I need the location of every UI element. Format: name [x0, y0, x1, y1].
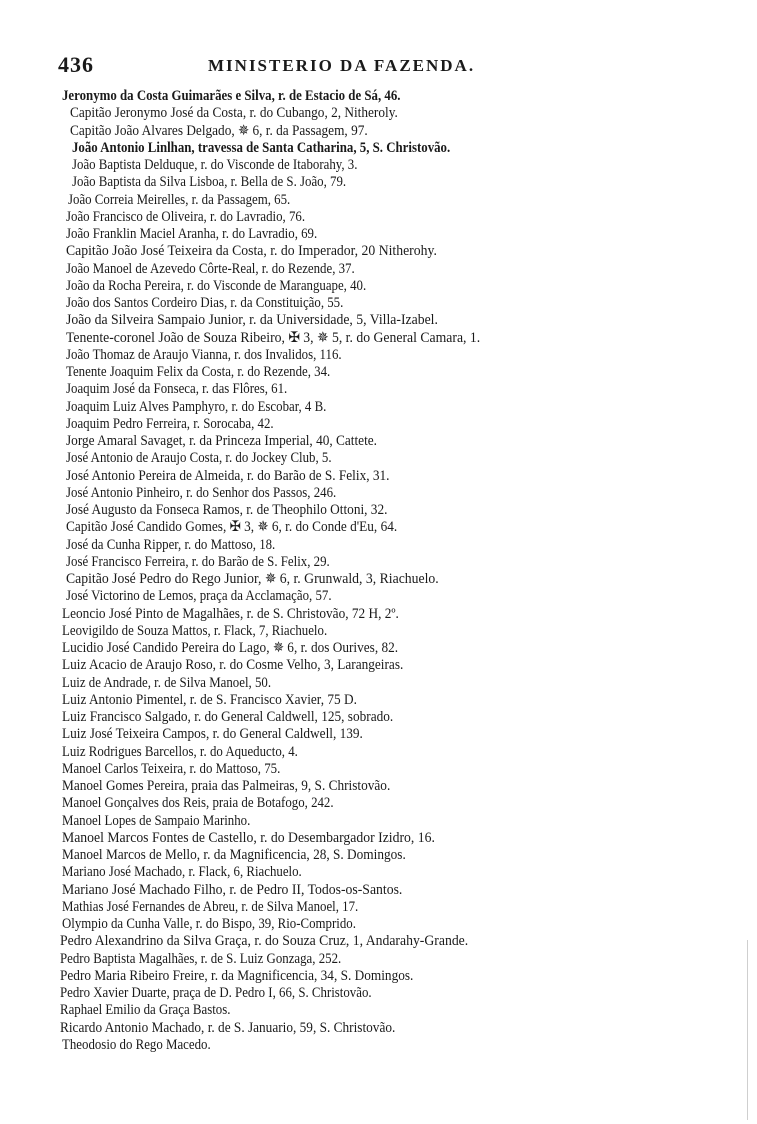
list-entry: Luiz Acacio de Araujo Roso, r. do Cosme Velho, 3, Larangeiras. — [62, 657, 404, 674]
list-entry: Joaquim Luiz Alves Pamphyro, r. do Escobar, 4 B. — [66, 398, 327, 415]
list-entry: Olympio da Cunha Valle, r. do Bispo, 39, Rio-Comprido. — [62, 916, 356, 932]
list-entry: Capitão Jeronymo José da Costa, r. do Cubango, 2, Nitheroly. — [70, 105, 398, 122]
list-entry: Manoel Gomes Pereira, praia das Palmeiras, 9, S. Christovão. — [62, 778, 391, 794]
address-list — [62, 88, 662, 1054]
list-entry: Capitão João Alvares Delgado, ✵ 6, r. da Passagem, 97. — [70, 122, 368, 139]
list-entry: Capitão José Pedro do Rego Junior, ✵ 6, r. Grunwald, 3, Riachuelo. — [66, 571, 439, 587]
list-entry: Ricardo Antonio Machado, r. de S. Januario, 59, S. Christovão. — [60, 1019, 396, 1036]
list-entry: Pedro Alexandrino da Silva Graça, r. do Souza Cruz, 1, Andarahy-Grande. — [60, 933, 469, 950]
list-entry: Manoel Lopes de Sampaio Marinho. — [62, 812, 251, 829]
margin-scan-line — [747, 940, 748, 1120]
list-entry: José Augusto da Fonseca Ramos, r. de Theophilo Ottoni, 32. — [66, 502, 388, 518]
page-header — [58, 52, 546, 80]
list-entry: Jeronymo da Costa Guimarães e Silva, r. de Estacio de Sá, 46. — [62, 88, 401, 104]
list-entry: Jorge Amaral Savaget, r. da Princeza Imperial, 40, Cattete. — [66, 433, 377, 449]
list-entry: João Antonio Linlhan, travessa de Santa Catharina, 5, S. Christovão. — [72, 139, 451, 156]
list-entry: Pedro Maria Ribeiro Freire, r. da Magnificencia, 34, S. Domingos. — [60, 967, 414, 984]
list-entry: Manoel Carlos Teixeira, r. do Mattoso, 75. — [62, 760, 281, 777]
list-entry: Luiz Antonio Pimentel, r. de S. Francisco Xavier, 75 D. — [62, 691, 357, 708]
list-entry: João Thomaz de Araujo Vianna, r. dos Invalidos, 116. — [66, 346, 342, 363]
list-entry: José Antonio de Araujo Costa, r. do Jockey Club, 5. — [66, 450, 332, 467]
list-entry: João Manoel de Azevedo Côrte-Real, r. do Rezende, 37. — [66, 260, 355, 277]
list-entry: Manoel Marcos de Mello, r. da Magnificencia, 28, S. Domingos. — [62, 847, 406, 863]
list-entry: Luiz José Teixeira Campos, r. do General Caldwell, 139. — [62, 726, 363, 743]
list-entry: Raphael Emilio da Graça Bastos. — [60, 1002, 231, 1019]
list-entry: Pedro Baptista Magalhães, r. de S. Luiz Gonzaga, 252. — [60, 950, 342, 967]
list-entry: João da Silveira Sampaio Junior, r. da Universidade, 5, Villa-Izabel. — [66, 312, 438, 329]
list-entry: Manoel Marcos Fontes de Castello, r. do Desembargador Izidro, 16. — [62, 829, 435, 846]
list-entry: José Antonio Pinheiro, r. do Senhor dos Passos, 246. — [66, 484, 337, 501]
list-entry: José da Cunha Ripper, r. do Mattoso, 18. — [66, 536, 276, 553]
list-entry: João Baptista da Silva Lisboa, r. Bella de S. João, 79. — [72, 174, 347, 191]
list-entry: Joaquim Pedro Ferreira, r. Sorocaba, 42. — [66, 415, 274, 432]
list-entry: Lucidio José Candido Pereira do Lago, ✵ 6, r. dos Ourives, 82. — [62, 640, 399, 656]
running-title: MINISTERIO DA FAZENDA. — [208, 56, 476, 75]
list-entry: Capitão José Candido Gomes, ✠ 3, ✵ 6, r. do Conde d'Eu, 64. — [66, 519, 398, 536]
list-entry: Mariano José Machado, r. Flack, 6, Riachuelo. — [62, 864, 302, 881]
list-entry: João Correia Meirelles, r. da Passagem, 65. — [68, 191, 291, 208]
list-entry: Manoel Gonçalves dos Reis, praia de Botafogo, 242. — [62, 795, 334, 812]
list-entry: Joaquim José da Fonseca, r. das Flôres, 61. — [66, 381, 288, 398]
list-entry: João Franklin Maciel Aranha, r. do Lavradio, 69. — [66, 226, 318, 242]
list-entry: Leoncio José Pinto de Magalhães, r. de S. Christovão, 72 H, 2º. — [62, 605, 399, 622]
list-entry: Mariano José Machado Filho, r. de Pedro II, Todos-os-Santos. — [62, 881, 403, 898]
list-entry: João Francisco de Oliveira, r. do Lavradio, 76. — [66, 208, 306, 225]
list-entry: Mathias José Fernandes de Abreu, r. de Silva Manoel, 17. — [62, 898, 359, 915]
list-entry: João Baptista Delduque, r. do Visconde de Itaborahy, 3. — [72, 157, 358, 173]
list-entry: José Francisco Ferreira, r. do Barão de S. Felix, 29. — [66, 553, 330, 570]
list-entry: Pedro Xavier Duarte, praça de D. Pedro I, 66, S. Christovão. — [60, 985, 372, 1001]
page-number: 436 — [58, 52, 94, 77]
list-entry: José Antonio Pereira de Almeida, r. do Barão de S. Felix, 31. — [66, 467, 390, 484]
list-entry: Luiz Francisco Salgado, r. do General Caldwell, 125, sobrado. — [62, 709, 394, 725]
list-entry: Luiz Rodrigues Barcellos, r. do Aqueducto, 4. — [62, 743, 298, 760]
list-entry: José Victorino de Lemos, praça da Acclamação, 57. — [66, 588, 332, 605]
list-entry: João da Rocha Pereira, r. do Visconde de Maranguape, 40. — [66, 277, 367, 294]
list-entry: Theodosio do Rego Macedo. — [62, 1036, 211, 1053]
list-entry: Tenente-coronel João de Souza Ribeiro, ✠ 3, ✵ 5, r. do General Camara, 1. — [66, 329, 481, 346]
list-entry: Capitão João José Teixeira da Costa, r. do Imperador, 20 Nitherohy. — [66, 243, 437, 260]
list-entry: Tenente Joaquim Felix da Costa, r. do Rezende, 34. — [66, 364, 331, 380]
list-entry: Leovigildo de Souza Mattos, r. Flack, 7, Riachuelo. — [62, 622, 328, 639]
list-entry: Luiz de Andrade, r. de Silva Manoel, 50. — [62, 674, 272, 691]
list-entry: João dos Santos Cordeiro Dias, r. da Constituição, 55. — [66, 295, 344, 311]
